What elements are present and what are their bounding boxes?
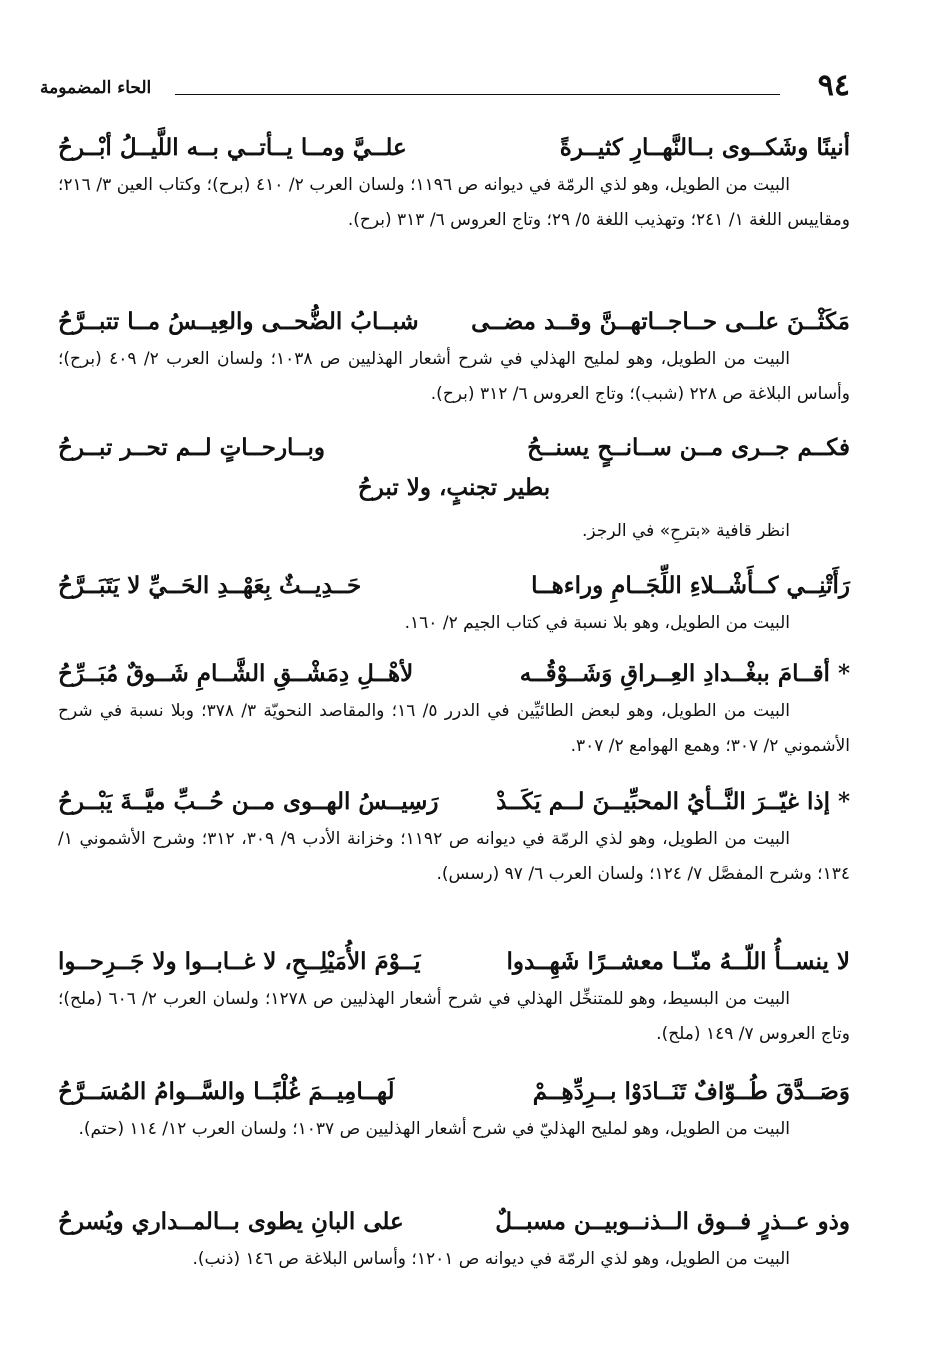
verse-line [58, 428, 850, 468]
first-hemistich: وَصَــدَّقَ طُــوّافٌ تَنَــادَوْا بــرِدِّهِــمْ [532, 1078, 850, 1105]
verse-line-continuation [58, 468, 850, 508]
first-hemistich: وذو عــذرٍ فــوق الــذنــوبيــن مسبــلٌ [495, 1208, 850, 1235]
verse-line [58, 566, 850, 606]
first-hemistich: أنينًا وشَكــوى بــالنَّهــارِ كثيــرةً [559, 134, 850, 161]
verse-entry [58, 782, 850, 892]
source-note: البيت من الطويل، وهو لذي الرمّة في ديوانه ص ١١٩٢؛ وخزانة الأدب ٩/ ٣٠٩، ٣١٢؛ وشرح الأشموني ١/ ١٣٤؛ وشرح المفصَّل ٧/ ١٢٤؛ ولسان العرب ٦/ ٩٧ (رسس). [58, 829, 850, 884]
verse-entry [58, 302, 850, 412]
second-hemistich: لَهــامِيــمَ غُلْبًــا والسَّــوامُ المُسَــرَّحُ [58, 1078, 395, 1105]
second-hemistich: يَــوْمَ الأُمَيْلِــحِ، لا غــابــوا ولا جَــرِحــوا [58, 948, 421, 975]
continuation-hemistich: بطير تجنبٍ، ولا تبرحُ [357, 474, 551, 501]
source-note: انظر قافية «بترحِ» في الرجز. [582, 521, 790, 541]
header-rule [175, 94, 780, 95]
verse-line [58, 302, 850, 342]
first-hemistich: فكــم جــرى مــن ســانــحٍ يسنــحُ [527, 434, 850, 461]
source-note: البيت من الطويل، وهو بلا نسبة في كتاب الجيم ٢/ ١٦٠. [404, 613, 790, 633]
verse-line [58, 1202, 850, 1242]
first-hemistich: مَكَثْــنَ علــى حــاجــاتهــنَّ وقــد مضــى [471, 308, 850, 335]
page-header [40, 68, 850, 108]
second-hemistich: حَــدِيــثٌ بِعَهْــدِ الحَــيِّ لا يَتَبَــرَّحُ [58, 572, 362, 599]
verse-entry [58, 1072, 850, 1147]
verse-entry [58, 428, 850, 549]
second-hemistich: وبــارحــاتٍ لــم تحــر تبــرحُ [58, 434, 326, 461]
first-hemistich: لا ينســأُ اللّــهُ منّــا معشــرًا شَهِــدوا [506, 948, 850, 975]
running-title: الحاء المضمومة [40, 78, 152, 98]
second-hemistich: لأهْــلِ دِمَشْــقِ الشَّــامِ شَــوقٌ مُبَــرِّحُ [58, 660, 414, 687]
second-hemistich: شبــابُ الضُّحــى والعِيــسُ مــا تتبــرَّحُ [58, 308, 419, 335]
verse-entry [58, 1202, 850, 1277]
verse-entry [58, 128, 850, 238]
page-number: ٩٤ [817, 68, 850, 103]
second-hemistich: علــيَّ ومــا يــأتــي بــه اللَّيــلُ أبْــرحُ [58, 134, 407, 161]
verse-entry [58, 942, 850, 1052]
verse-line [58, 782, 850, 822]
source-note: البيت من الطويل، وهو لبعض الطائيِّين في الدرر ٥/ ١٦؛ والمقاصد النحويّة ٣/ ٣٧٨؛ وبلا نسبة في شرح الأشموني ٢/ ٣٠٧؛ وهمع الهوامع ٢/ ٣٠٧. [58, 701, 850, 756]
verse-line [58, 128, 850, 168]
verse-entry [58, 566, 850, 641]
second-hemistich: على البانِ يطوى بــالمــداري ويُسرحُ [58, 1208, 404, 1235]
source-note: البيت من الطويل، وهو لذي الرمّة في ديوانه ص ١١٩٦؛ ولسان العرب ٢/ ٤١٠ (برح)؛ وكتاب العين ٣/ ٢١٦؛ ومقاييس اللغة ١/ ٢٤١؛ وتهذيب اللغة ٥/ ٢٩؛ وتاج العروس ٦/ ٣١٣ (برح). [58, 175, 850, 230]
source-note: البيت من البسيط، وهو للمتنخِّل الهذلي في شرح أشعار الهذليين ص ١٢٧٨؛ ولسان العرب ٢/ ٦٠٦ (ملح)؛ وتاج العروس ٧/ ١٤٩ (ملح). [58, 989, 850, 1044]
first-hemistich: * إذا غيّــرَ النَّــأيُ المحبِّيــنَ لــم يَكَــدْ [496, 788, 850, 815]
source-note: البيت من الطويل، وهو لمليح الهذليّ في شرح أشعار الهذليين ص ١٠٣٧؛ ولسان العرب ١٢/ ١١٤ (حتم). [78, 1119, 790, 1139]
first-hemistich: * أقــامَ ببغْــدادِ العِــراقِ وَشَــوْقُــه [519, 660, 850, 687]
first-hemistich: رَأَتْنِــي كــأَشْــلاءِ اللِّجَــامِ وراءهــا [531, 572, 850, 599]
verse-entry [58, 654, 850, 764]
source-note: البيت من الطويل، وهو لمليح الهذلي في شرح أشعار الهذليين ص ١٠٣٨؛ ولسان العرب ٢/ ٤٠٩ (برح)؛ وأساس البلاغة ص ٢٢٨ (شبب)؛ وتاج العروس ٦/ ٣١٢ (برح). [58, 349, 850, 404]
verse-line [58, 942, 850, 982]
source-note: البيت من الطويل، وهو لذي الرمّة في ديوانه ص ١٢٠١؛ وأساس البلاغة ص ١٤٦ (ذنب). [192, 1249, 790, 1269]
verse-line [58, 1072, 850, 1112]
verse-line [58, 654, 850, 694]
second-hemistich: رَسِيــسُ الهــوى مــن حُــبِّ ميَّــةَ يَبْــرحُ [58, 788, 439, 815]
